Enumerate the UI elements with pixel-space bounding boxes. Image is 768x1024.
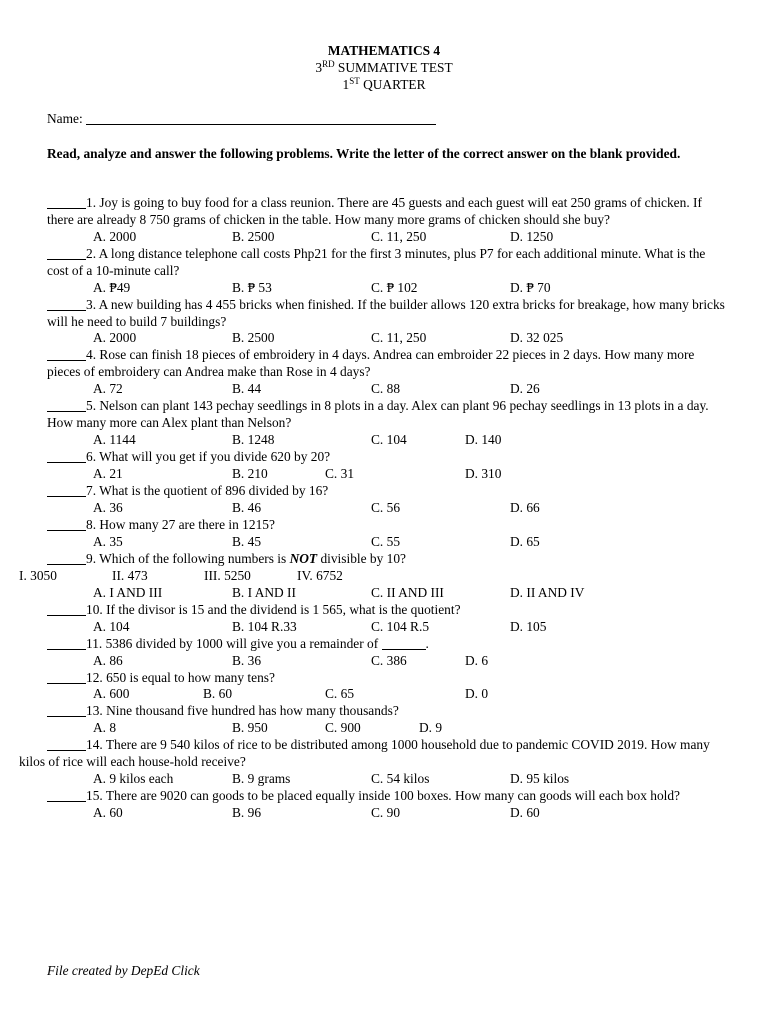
choices-7: [47, 500, 727, 517]
question-2: 2. A long distance telephone call costs Php21 for the first 3 minutes, plus P7 for each additional minute. What is the cost of a 10-minute call?: [47, 245, 706, 278]
choice-d: D. 66: [510, 499, 540, 515]
choice-c: C. ₱ 102: [371, 279, 418, 295]
name-field: [47, 111, 436, 128]
choice-b: B. 2500: [232, 330, 275, 346]
choice-b: B. ₱ 53: [232, 279, 272, 295]
choice-a: A. I AND III: [93, 584, 163, 600]
test-title: MATHEMATICS 4: [327, 43, 441, 58]
choices-11: [47, 653, 727, 670]
answer-blank[interactable]: [47, 484, 86, 497]
choices-8: [47, 534, 727, 551]
choice-c: C. 104: [371, 432, 407, 448]
answer-blank[interactable]: [47, 704, 86, 717]
question-5: 5. Nelson can plant 143 pechay seedlings in 8 plots in a day. Alex can plant 96 pechay seedlings in 13 plots in a day. How many more can Alex plant than Nelson?: [47, 398, 709, 431]
name-blank[interactable]: [86, 111, 436, 125]
choices-9: [47, 585, 727, 602]
choice-b: B. 45: [232, 533, 262, 549]
choices-6: [47, 466, 727, 483]
choice-b: B. 1248: [232, 432, 275, 448]
answer-blank[interactable]: [47, 603, 86, 616]
choice-a: A. 35: [93, 533, 123, 549]
choice-c: C. 386: [371, 652, 407, 668]
question-11: 11. 5386 divided by 1000 will give you a remainder of .: [47, 636, 727, 653]
choice-b: B. 44: [232, 381, 262, 397]
choice-b: B. 60: [203, 686, 233, 702]
choice-d: D. 0: [465, 686, 489, 702]
inline-blank: [382, 637, 426, 650]
choice-c: C. 11, 250: [371, 330, 427, 346]
answer-blank[interactable]: [47, 738, 86, 751]
choice-a: A. 86: [93, 652, 123, 668]
choice-d: D. II AND IV: [510, 584, 585, 600]
choice-a: A. 9 kilos each: [93, 771, 174, 787]
choice-b: B. 210: [232, 465, 268, 481]
answer-blank[interactable]: [47, 450, 86, 463]
test-subtitle: 3RD SUMMATIVE TEST: [315, 59, 453, 75]
choices-12: [47, 686, 727, 703]
number-item: IV. 6752: [297, 567, 343, 583]
choice-a: A. 600: [93, 686, 130, 702]
answer-blank[interactable]: [47, 298, 86, 311]
answer-blank[interactable]: [47, 552, 86, 565]
choice-c: C. 88: [371, 381, 401, 397]
choice-b: B. 950: [232, 720, 268, 736]
number-item: I. 3050: [19, 567, 57, 583]
question-9: 9. Which of the following numbers is NOT divisible by 10?: [47, 551, 727, 568]
choice-d: D. 32 025: [510, 330, 564, 346]
choice-d: D. ₱ 70: [510, 279, 551, 295]
choices-14: [47, 771, 727, 788]
choice-a: A. 60: [93, 805, 123, 821]
footer-credit: File created by DepEd Click: [47, 963, 200, 978]
choice-b: B. 46: [232, 499, 262, 515]
numbers-list-9: [19, 568, 727, 585]
choice-b: B. 96: [232, 805, 262, 821]
choice-d: D. 65: [510, 533, 540, 549]
choice-c: C. 56: [371, 499, 401, 515]
answer-blank[interactable]: [47, 518, 86, 531]
choice-a: A. 1144: [93, 432, 136, 448]
choice-b: B. 36: [232, 652, 262, 668]
question-4: 4. Rose can finish 18 pieces of embroidery in 4 days. Andrea can embroider 22 pieces in 2 days. How many more pieces of embroidery can Andrea make than Rose in 4 days?: [47, 347, 695, 380]
question-8: 8. How many 27 are there in 1215?: [47, 517, 727, 534]
choice-c: C. II AND III: [371, 584, 444, 600]
answer-blank[interactable]: [47, 348, 86, 361]
choices-2: [47, 280, 727, 297]
choice-d: D. 26: [510, 381, 540, 397]
choice-d: D. 310: [465, 465, 502, 481]
answer-blank[interactable]: [47, 196, 86, 209]
name-label: Name:: [47, 111, 83, 126]
question-13: 13. Nine thousand five hundred has how many thousands?: [47, 703, 727, 720]
choice-b: B. 9 grams: [232, 771, 291, 787]
quarter-label: 1ST QUARTER: [342, 76, 426, 92]
question-12: 12. 650 is equal to how many tens?: [47, 670, 727, 687]
answer-blank[interactable]: [47, 247, 86, 260]
choice-a: A. 104: [93, 618, 130, 634]
answer-blank[interactable]: [47, 399, 86, 412]
choices-5: [47, 432, 727, 449]
choice-d: D. 95 kilos: [510, 771, 570, 787]
choice-c: C. 104 R.5: [371, 618, 430, 634]
question-1: 1. Joy is going to buy food for a class reunion. There are 45 guests and each guest will eat 250 grams of chicken. If there are already 8 750 grams of chicken in the table. How many more grams of chicken should she buy?: [47, 195, 702, 227]
question-14: 14. There are 9 540 kilos of rice to be distributed among 1000 household due to pandemic COVID 2019. How many kilos of rice will each house-hold receive?: [19, 737, 710, 770]
choices-1: [47, 229, 727, 246]
choice-c: C. 55: [371, 533, 401, 549]
number-item: II. 473: [112, 567, 148, 583]
choice-d: D. 9: [419, 720, 443, 736]
question-3: 3. A new building has 4 455 bricks when finished. If the builder allows 120 extra bricks for breakage, how many bricks will he need to build 7 buildings?: [47, 296, 725, 329]
choice-a: A. 72: [93, 381, 123, 397]
choice-c: C. 54 kilos: [371, 771, 430, 787]
choice-a: A. 2000: [93, 228, 137, 244]
choices-15: [47, 805, 727, 822]
question-list: [19, 195, 727, 822]
choice-a: A. 21: [93, 465, 123, 481]
choice-d: D. 1250: [510, 228, 554, 244]
choice-c: C. 900: [325, 720, 361, 736]
choice-b: B. 104 R.33: [232, 618, 297, 634]
question-7: 7. What is the quotient of 896 divided by 16?: [47, 483, 727, 500]
choice-d: D. 140: [465, 432, 502, 448]
question-15: 15. There are 9020 can goods to be placed equally inside 100 boxes. How many can goods will each box hold?: [47, 788, 727, 805]
choice-d: D. 105: [510, 618, 547, 634]
choice-c: C. 31: [325, 465, 355, 481]
question-10: 10. If the divisor is 15 and the dividend is 1 565, what is the quotient?: [47, 602, 727, 619]
choice-c: C. 65: [325, 686, 355, 702]
choice-d: D. 6: [465, 652, 489, 668]
choices-4: [47, 381, 727, 398]
choice-b: B. I AND II: [232, 584, 296, 600]
choices-13: [47, 720, 727, 737]
choices-3: [47, 330, 727, 347]
choice-d: D. 60: [510, 805, 540, 821]
choice-c: C. 11, 250: [371, 228, 427, 244]
answer-blank[interactable]: [47, 671, 86, 684]
choice-b: B. 2500: [232, 228, 275, 244]
choice-c: C. 90: [371, 805, 401, 821]
choice-a: A. 8: [93, 720, 117, 736]
choice-a: A. 2000: [93, 330, 137, 346]
question-6: 6. What will you get if you divide 620 by 20?: [47, 449, 727, 466]
choice-a: A. ₱49: [93, 279, 131, 295]
instructions: Read, analyze and answer the following problems. Write the letter of the correct answer on the blank provided.: [47, 146, 681, 161]
emphasis-not: NOT: [289, 550, 318, 566]
choice-a: A. 36: [93, 499, 123, 515]
choices-10: [47, 619, 727, 636]
number-item: III. 5250: [204, 567, 251, 583]
answer-blank[interactable]: [47, 637, 86, 650]
answer-blank[interactable]: [47, 789, 86, 802]
